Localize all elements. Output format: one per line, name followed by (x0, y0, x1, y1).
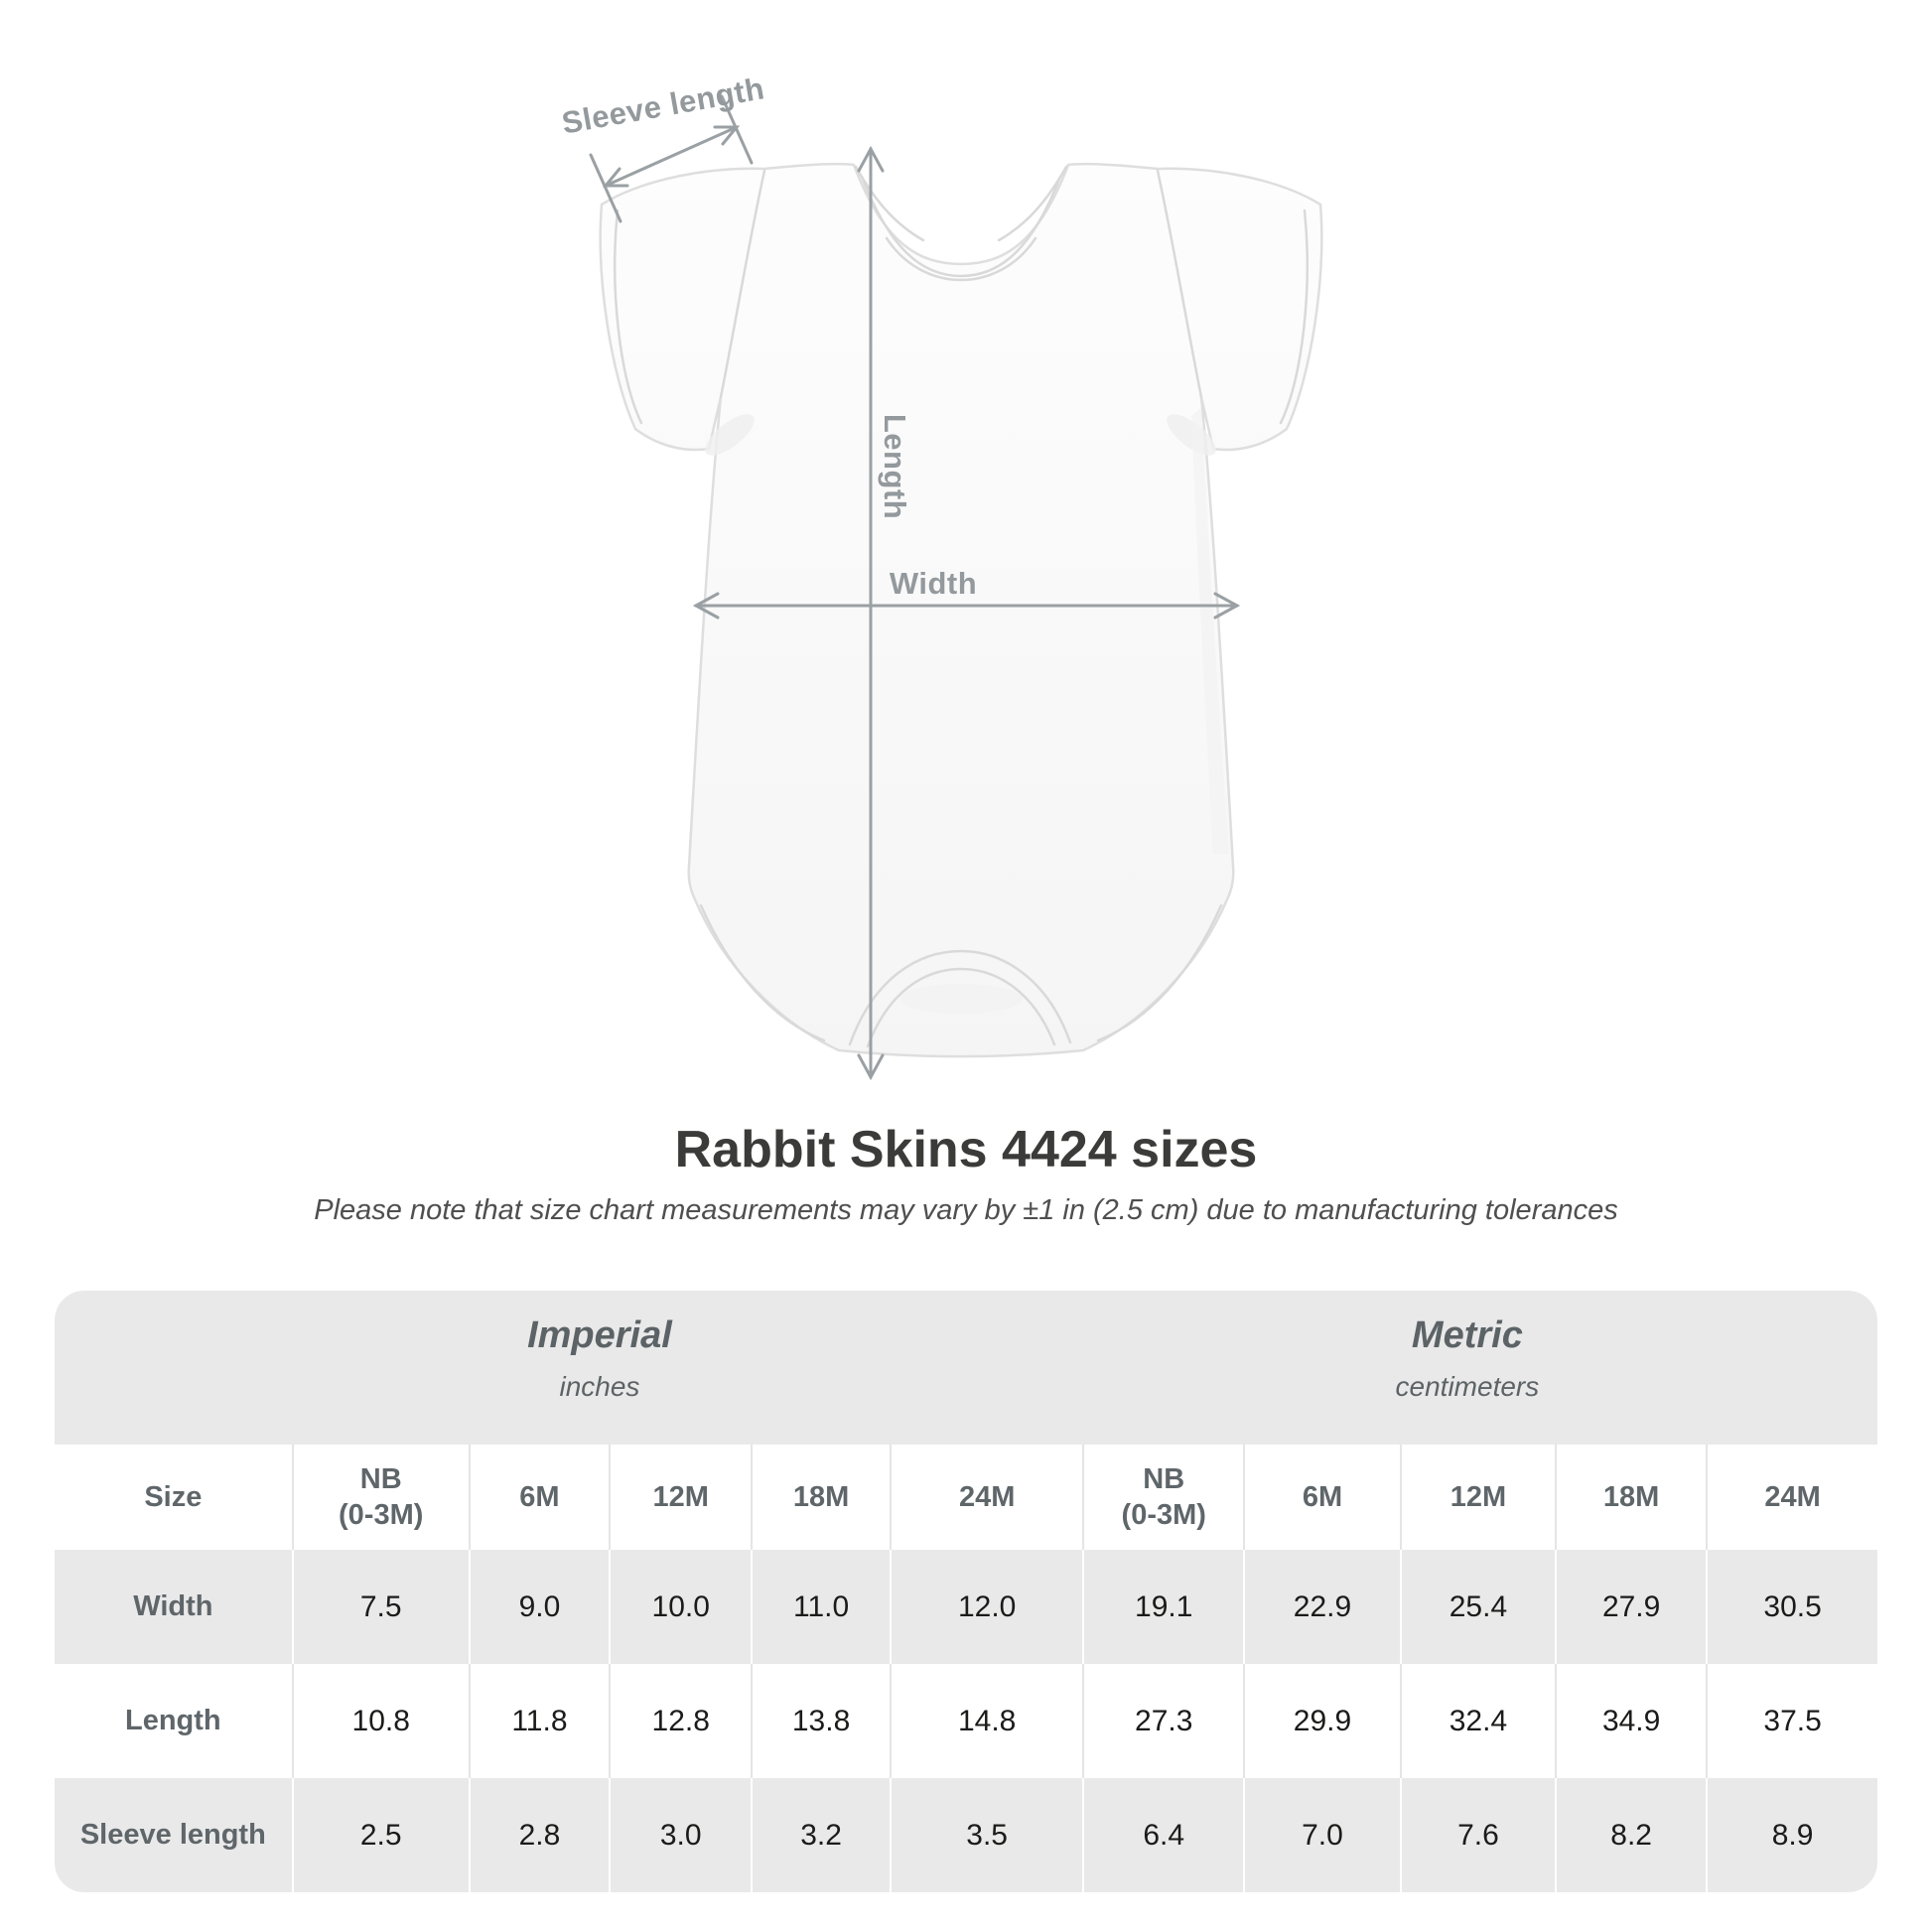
sleeve-length-label: Sleeve length (559, 70, 767, 141)
size-header-row (55, 1445, 1877, 1550)
value-cell: 8.2 (1555, 1778, 1706, 1892)
metric-group-name: Metric (1411, 1314, 1523, 1356)
value-cell: 6.4 (1082, 1778, 1243, 1892)
header-cell-6m-imperial: 6M (469, 1445, 609, 1550)
value-cell: 27.3 (1082, 1664, 1243, 1778)
header-cell-nb-metric: NB (0-3M) (1082, 1445, 1243, 1550)
header-cell-24m-metric: 24M (1706, 1445, 1877, 1550)
value-cell: 11.8 (469, 1664, 609, 1778)
header-cell-nb-imperial: NB (0-3M) (292, 1445, 469, 1550)
size-table (55, 1291, 1877, 1892)
header-cell-18m-metric: 18M (1555, 1445, 1706, 1550)
metric-group-unit: centimeters (1395, 1371, 1540, 1402)
length-label: Length (878, 413, 912, 520)
size-header-label: Size (144, 1480, 203, 1513)
header-cell-12m-imperial: 12M (609, 1445, 751, 1550)
value-cell: 19.1 (1082, 1550, 1243, 1664)
value-cell: 29.9 (1243, 1664, 1400, 1778)
header-cell-12m-metric: 12M (1400, 1445, 1555, 1550)
row-label-length: Length (125, 1705, 221, 1736)
value-cell: 7.5 (292, 1550, 469, 1664)
value-cell: 13.8 (751, 1664, 890, 1778)
table-row-length (55, 1664, 1877, 1778)
value-cell: 10.0 (609, 1550, 751, 1664)
value-cell: 14.8 (890, 1664, 1083, 1778)
table-row-width (55, 1550, 1877, 1664)
value-cell: 8.9 (1706, 1778, 1877, 1892)
value-cell: 3.0 (609, 1778, 751, 1892)
unit-group-band (55, 1291, 1877, 1445)
table-row-sleeve-length (55, 1778, 1877, 1892)
header-cell-6m-metric: 6M (1243, 1445, 1400, 1550)
value-cell: 12.0 (890, 1550, 1083, 1664)
value-cell: 2.5 (292, 1778, 469, 1892)
value-cell: 11.0 (751, 1550, 890, 1664)
value-cell: 2.8 (469, 1778, 609, 1892)
page-title: Rabbit Skins 4424 sizes (674, 1121, 1258, 1178)
value-cell: 37.5 (1706, 1664, 1877, 1778)
value-cell: 3.2 (751, 1778, 890, 1892)
value-cell: 12.8 (609, 1664, 751, 1778)
header-cell-18m-imperial: 18M (751, 1445, 890, 1550)
header-cell-24m-imperial: 24M (890, 1445, 1083, 1550)
bodysuit-illustration (601, 164, 1322, 1056)
value-cell: 9.0 (469, 1550, 609, 1664)
value-cell: 7.6 (1400, 1778, 1555, 1892)
tolerance-note: Please note that size chart measurements may vary by ±1 in (2.5 cm) due to manufacturing tolerances (314, 1194, 1618, 1226)
value-cell: 22.9 (1243, 1550, 1400, 1664)
crotch-shadow (899, 984, 1023, 1014)
value-cell: 7.0 (1243, 1778, 1400, 1892)
imperial-group-unit: inches (559, 1371, 640, 1402)
value-cell: 27.9 (1555, 1550, 1706, 1664)
imperial-group-name: Imperial (527, 1314, 672, 1356)
imperial-group-header (292, 1314, 907, 1403)
row-label-sleeve-length: Sleeve length (79, 1819, 266, 1851)
value-cell: 30.5 (1706, 1550, 1877, 1664)
value-cell: 34.9 (1555, 1664, 1706, 1778)
row-label-width: Width (133, 1590, 213, 1622)
value-cell: 25.4 (1400, 1550, 1555, 1664)
metric-group-header (1160, 1314, 1775, 1403)
value-cell: 32.4 (1400, 1664, 1555, 1778)
value-cell: 10.8 (292, 1664, 469, 1778)
value-cell: 3.5 (890, 1778, 1083, 1892)
width-label: Width (889, 566, 978, 601)
